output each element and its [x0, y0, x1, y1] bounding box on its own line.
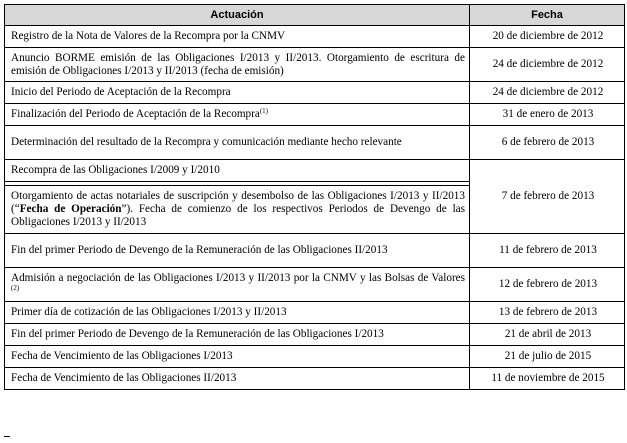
date-cell: 11 de noviembre de 2015	[470, 368, 625, 390]
table-row	[5, 48, 625, 82]
action-cell: Registro de la Nota de Valores de la Recompra por la CNMV	[5, 26, 470, 48]
table-row	[5, 268, 625, 302]
column-header-date: Fecha	[470, 5, 625, 26]
table-row	[5, 82, 625, 104]
date-cell: 20 de diciembre de 2012	[470, 26, 625, 48]
table-header-row	[5, 5, 625, 26]
date-cell: 21 de julio de 2015	[470, 346, 625, 368]
date-cell: 11 de febrero de 2013	[470, 234, 625, 268]
calendar-table	[4, 4, 625, 390]
action-text-bold: Fecha de Operación	[19, 203, 122, 215]
table-row	[5, 368, 625, 390]
table-row	[5, 234, 625, 268]
date-cell-merged: 7 de febrero de 2013	[470, 160, 625, 234]
action-cell: Fecha de Vencimiento de las Obligaciones II/2013	[5, 368, 470, 390]
table-row	[5, 104, 625, 126]
action-cell: Fin del primer Periodo de Devengo de la Remuneración de las Obligaciones I/2013	[5, 324, 470, 346]
table-row	[5, 26, 625, 48]
table-row	[5, 160, 625, 182]
action-cell: Primer día de cotización de las Obligaciones I/2013 y II/2013	[5, 302, 470, 324]
table-row	[5, 302, 625, 324]
action-text: Finalización del Periodo de Aceptación de la Recompra	[11, 108, 260, 120]
action-text: Admisión a negociación de las Obligaciones I/2013 y II/2013 por la CNMV y las Bolsas de Valores	[11, 271, 465, 284]
action-cell: Recompra de las Obligaciones I/2009 y I/2010	[5, 160, 470, 182]
action-cell: Inicio del Periodo de Aceptación de la Recompra	[5, 82, 470, 104]
action-cell	[5, 104, 470, 126]
action-cell: Fecha de Vencimiento de las Obligaciones I/2013	[5, 346, 470, 368]
table-row	[5, 346, 625, 368]
action-cell: Anuncio BORME emisión de las Obligaciones I/2013 y II/2013. Otorgamiento de escritura de emisión de Obligaciones I/2013 y II/2013 (fecha de emisión)	[5, 48, 470, 82]
column-header-action: Actuación	[5, 5, 470, 26]
action-cell: Fin del primer Periodo de Devengo de la Remuneración de las Obligaciones II/2013	[5, 234, 470, 268]
date-cell: 12 de febrero de 2013	[470, 268, 625, 302]
date-cell: 6 de febrero de 2013	[470, 126, 625, 160]
date-cell: 13 de febrero de 2013	[470, 302, 625, 324]
date-cell: 21 de abril de 2013	[470, 324, 625, 346]
footnote-marker: (1)	[259, 107, 269, 115]
action-cell	[5, 186, 470, 234]
footnote-marker: (2)	[11, 283, 20, 292]
date-cell: 24 de diciembre de 2012	[470, 48, 625, 82]
table-row	[5, 324, 625, 346]
date-cell: 31 de enero de 2013	[470, 104, 625, 126]
date-cell: 24 de diciembre de 2012	[470, 82, 625, 104]
action-text-before: Otorgamiento de actas notariales de suscripción y desembolso de las Obligaciones I/2013 y II/2013 (“	[11, 190, 465, 215]
action-cell	[5, 268, 470, 302]
action-text-after: ”). Fecha de comienzo de los respectivos Periodos de Devengo de las Obligaciones I/2013 y II/2013	[11, 203, 466, 228]
action-cell: Determinación del resultado de la Recompra y comunicación mediante hecho relevante	[5, 126, 470, 160]
table-row	[5, 126, 625, 160]
